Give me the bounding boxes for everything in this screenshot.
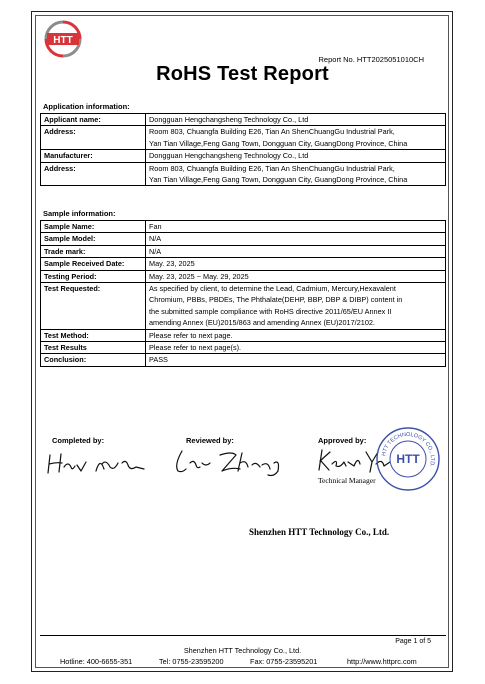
manufacturer-address-value: [146, 162, 446, 186]
applicant-address-value: [146, 126, 446, 150]
testing-period-label: Testing Period:: [41, 270, 146, 282]
table-row: [41, 283, 446, 330]
issuing-company: Shenzhen HTT Technology Co., Ltd.: [249, 527, 390, 537]
completed-by-label: Completed by:: [52, 436, 105, 445]
test-results-label: Test Results: [41, 342, 146, 354]
applicant-name-label: Applicant name:: [41, 114, 146, 126]
table-row: [41, 270, 446, 282]
page-title: RoHS Test Report: [156, 63, 329, 85]
reviewed-by-label: Reviewed by:: [186, 436, 234, 445]
test-method-label: Test Method:: [41, 329, 146, 341]
manufacturer-address-line-2: Yan Tian Village,Feng Gang Town, Dongguan City, GuangDong Province, China: [149, 175, 408, 185]
table-row: [41, 258, 446, 270]
sample-name-value: Fan: [146, 221, 446, 233]
applicant-name-value: Dongguan Hengchangsheng Technology Co., Ltd: [146, 114, 446, 126]
reviewed-by-signature: [170, 445, 290, 479]
approved-by-label: Approved by:: [318, 436, 367, 445]
application-table: [40, 113, 446, 186]
received-date-value: May. 23, 2025: [146, 258, 446, 270]
page-number: Page 1 of 5: [395, 638, 431, 645]
table-row: [41, 329, 446, 341]
logo-text: HTT: [53, 35, 73, 46]
manufacturer-address-label: Address:: [41, 162, 146, 186]
table-row: [41, 233, 446, 245]
stamp-ring-text: HTT TECHNOLOGY CO., LTD.: [381, 431, 436, 468]
sample-name-label: Sample Name:: [41, 221, 146, 233]
footer-tel: Tel: 0755-23595200: [159, 657, 224, 666]
footer-website[interactable]: http://www.httprc.com: [347, 657, 417, 666]
test-requested-label: Test Requested:: [41, 283, 146, 330]
test-requested-line: As specified by client, to determine the Lead, Cadmium, Mercury,Hexavalent: [149, 284, 396, 294]
trade-mark-label: Trade mark:: [41, 245, 146, 257]
conclusion-value: PASS: [146, 354, 446, 366]
test-results-value: Please refer to next page(s).: [146, 342, 446, 354]
test-method-value: Please refer to next page.: [146, 329, 446, 341]
sample-model-label: Sample Model:: [41, 233, 146, 245]
applicant-address-line-2: Yan Tian Village,Feng Gang Town, Dongguan City, GuangDong Province, China: [149, 138, 408, 148]
footer-company: Shenzhen HTT Technology Co., Ltd.: [183, 646, 302, 655]
applicant-address-line-1: Room 803, Chuangfa Building E26, Tian An ShenChuangGu Industrial Park,: [149, 127, 395, 137]
manufacturer-label: Manufacturer:: [41, 150, 146, 162]
footer-hotline: Hotline: 400-6655-351: [60, 657, 133, 666]
application-section-title: Application information:: [43, 102, 130, 111]
table-row: [41, 126, 446, 150]
applicant-address-label: Address:: [41, 126, 146, 150]
footer-fax: Fax: 0755-23595201: [250, 657, 318, 666]
table-row: [41, 162, 446, 186]
stamp-center-text: HTT: [396, 452, 420, 466]
technical-manager-title: Technical Manager: [318, 476, 376, 485]
test-requested-line: Chromium, PBBs, PBDEs, The Phthalate(DEHP, BBP, DBP & DIBP) content in: [149, 295, 403, 305]
sample-section-title: Sample information:: [43, 209, 116, 218]
received-date-label: Sample Received Date:: [41, 258, 146, 270]
testing-period-value: May. 23, 2025 ~ May. 29, 2025: [146, 270, 446, 282]
company-stamp: [375, 426, 441, 492]
manufacturer-value: Dongguan Hengchangsheng Technology Co., Ltd: [146, 150, 446, 162]
table-row: [41, 354, 446, 366]
conclusion-label: Conclusion:: [41, 354, 146, 366]
sample-table: [40, 220, 446, 367]
table-row: [41, 245, 446, 257]
table-row: [41, 221, 446, 233]
manufacturer-address-line-1: Room 803, Chuangfa Building E26, Tian An ShenChuangGu Industrial Park,: [149, 163, 395, 173]
logo-graphic: [44, 20, 82, 58]
htt-logo: [44, 20, 82, 58]
table-row: [41, 114, 446, 126]
test-requested-line: amending Annex (EU)2015/863 and amending Annex (EU)2017/2102.: [149, 318, 375, 328]
report-number: Report No. HTT2025051010CH: [318, 55, 424, 64]
footer-divider: [40, 635, 446, 636]
test-requested-value: [146, 283, 446, 330]
table-row: [41, 150, 446, 162]
completed-by-signature: [44, 447, 154, 479]
sample-model-value: N/A: [146, 233, 446, 245]
test-requested-line: the submitted sample compliance with RoHS directive 2011/65/EU Annex II: [149, 306, 392, 316]
trade-mark-value: N/A: [146, 245, 446, 257]
table-row: [41, 342, 446, 354]
